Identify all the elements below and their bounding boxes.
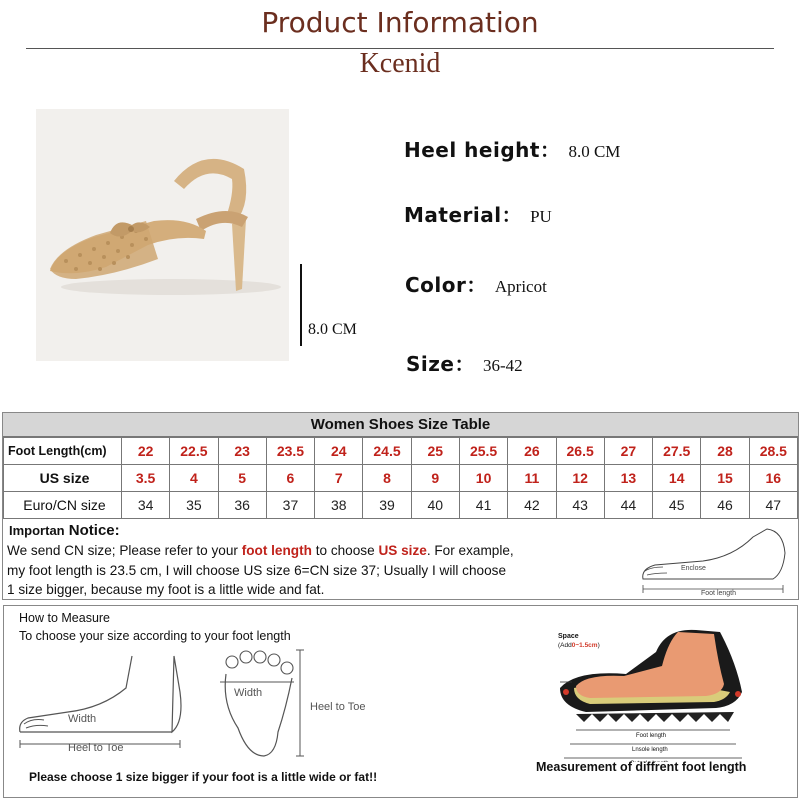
size-table-cell: 38 [315,492,363,519]
measure-caption: Measurement of diffrent foot length [536,760,747,774]
size-table [3,437,798,519]
spec-color-label: Color： [405,273,487,297]
size-table-cell: 24.5 [363,438,411,465]
space-add-label [558,642,600,649]
page-title: Product Information [261,6,539,39]
notice-highlight-us-size: US size [378,543,427,558]
size-table-cell: 27 [604,438,652,465]
size-table-cell: 43 [556,492,604,519]
measure-title: How to Measure [19,611,111,625]
top-heel-to-toe-label: Heel to Toe [310,701,366,713]
size-table-row-foot-length [4,438,798,465]
size-table-cell: 26.5 [556,438,604,465]
notice-title-prefix: Importan [9,523,65,538]
space-add-open: (Add [558,642,572,649]
size-table-cell: 4 [170,465,218,492]
size-table-cell: 35 [170,492,218,519]
product-photo [36,109,289,361]
size-table-cell: 42 [508,492,556,519]
measure-subtitle: To choose your size according to your foot length [19,629,291,643]
foot-length-figure [633,523,797,597]
size-table-cell: 12 [556,465,604,492]
notice-line-3: 1 size bigger, because my foot is a little wide and fat. [7,582,325,597]
fig-foot-length-label: Foot length [701,590,737,597]
size-table-cell: 22 [121,438,169,465]
size-table-cell: 23 [218,438,266,465]
size-table-cell: 40 [411,492,459,519]
notice-line-2: my foot length is 23.5 cm, I will choose US size 6=CN size 37; Usually I will choose [7,562,507,578]
side-foot-figure [12,652,197,752]
shoe-inner-length-figure [546,622,756,762]
size-table-row-us-size [4,465,798,492]
heel-height-marker-label: 8.0 CM [308,321,357,338]
space-add-close: ) [597,642,600,649]
size-table-cell: 5 [218,465,266,492]
size-table-cell: 8 [363,465,411,492]
spec-material-value: PU [530,207,552,226]
size-table-row-label: Euro/CN size [4,492,122,519]
size-table-cell: 46 [701,492,749,519]
spec-size [406,348,523,377]
size-table-row-label: US size [4,465,122,492]
spec-material [404,199,552,228]
size-table-cell: 39 [363,492,411,519]
size-table-cell: 26 [508,438,556,465]
size-table-cell: 14 [653,465,701,492]
top-width-label: Width [234,687,263,699]
side-heel-to-toe-label: Heel to Toe [68,742,124,752]
size-table-cell: 3.5 [121,465,169,492]
size-table-cell: 28.5 [749,438,797,465]
size-table-cell: 7 [315,465,363,492]
heel-height-marker [300,264,302,346]
size-table-row-label: Foot Length(cm) [4,438,122,465]
spec-heel-height [404,134,620,163]
size-table-title: Women Shoes Size Table [3,413,798,437]
inner-insole-length-label: Lnsole length [632,747,668,753]
size-table-row-euro-cn-size [4,492,798,519]
notice-line-1-part: . For example, [426,543,514,558]
size-table-cell: 37 [266,492,314,519]
notice-line-1-part: We send CN size; Please refer to your [7,543,242,558]
spec-material-label: Material： [404,203,523,227]
notice-highlight-foot-length: foot length [241,543,312,558]
space-label: Space [558,633,579,640]
size-table-cell: 24 [315,438,363,465]
size-table-cell: 45 [653,492,701,519]
spec-size-value: 36-42 [482,356,523,375]
how-to-measure-panel [3,605,798,798]
spec-heel-height-label: Heel height： [404,138,561,162]
spec-color [405,269,547,298]
size-table-cell: 28 [701,438,749,465]
measure-footer-note: Please choose 1 size bigger if your foot is a little wide or fat!! [29,770,378,784]
top-foot-figure [212,648,392,758]
size-table-cell: 27.5 [653,438,701,465]
size-table-cell: 34 [121,492,169,519]
spec-size-label: Size： [406,352,475,376]
size-table-cell: 16 [749,465,797,492]
size-table-panel [2,412,799,600]
size-table-cell: 10 [459,465,507,492]
notice-line-1 [7,541,635,561]
size-table-cell: 25 [411,438,459,465]
size-table-cell: 44 [604,492,652,519]
size-table-cell: 11 [508,465,556,492]
size-table-cell: 36 [218,492,266,519]
size-table-cell: 23.5 [266,438,314,465]
notice-title [9,522,120,539]
size-table-cell: 15 [701,465,749,492]
space-range: 0~1.5cm [571,642,598,649]
brand-name: Kcenid [359,48,441,79]
spec-heel-height-value: 8.0 CM [568,142,621,161]
size-table-cell: 47 [749,492,797,519]
size-table-cell: 13 [604,465,652,492]
notice-line-1-part: to choose [311,543,379,558]
side-width-label: Width [68,713,97,725]
notice-text [7,541,635,600]
size-table-cell: 22.5 [170,438,218,465]
size-table-cell: 9 [411,465,459,492]
inner-foot-length-label: Foot length [636,733,667,739]
notice-title-suffix: Notice: [68,522,120,539]
fig-enclose-label: Enclose [681,565,706,572]
spec-color-value: Apricot [494,277,547,296]
size-table-cell: 25.5 [459,438,507,465]
size-table-cell: 41 [459,492,507,519]
size-table-cell: 6 [266,465,314,492]
